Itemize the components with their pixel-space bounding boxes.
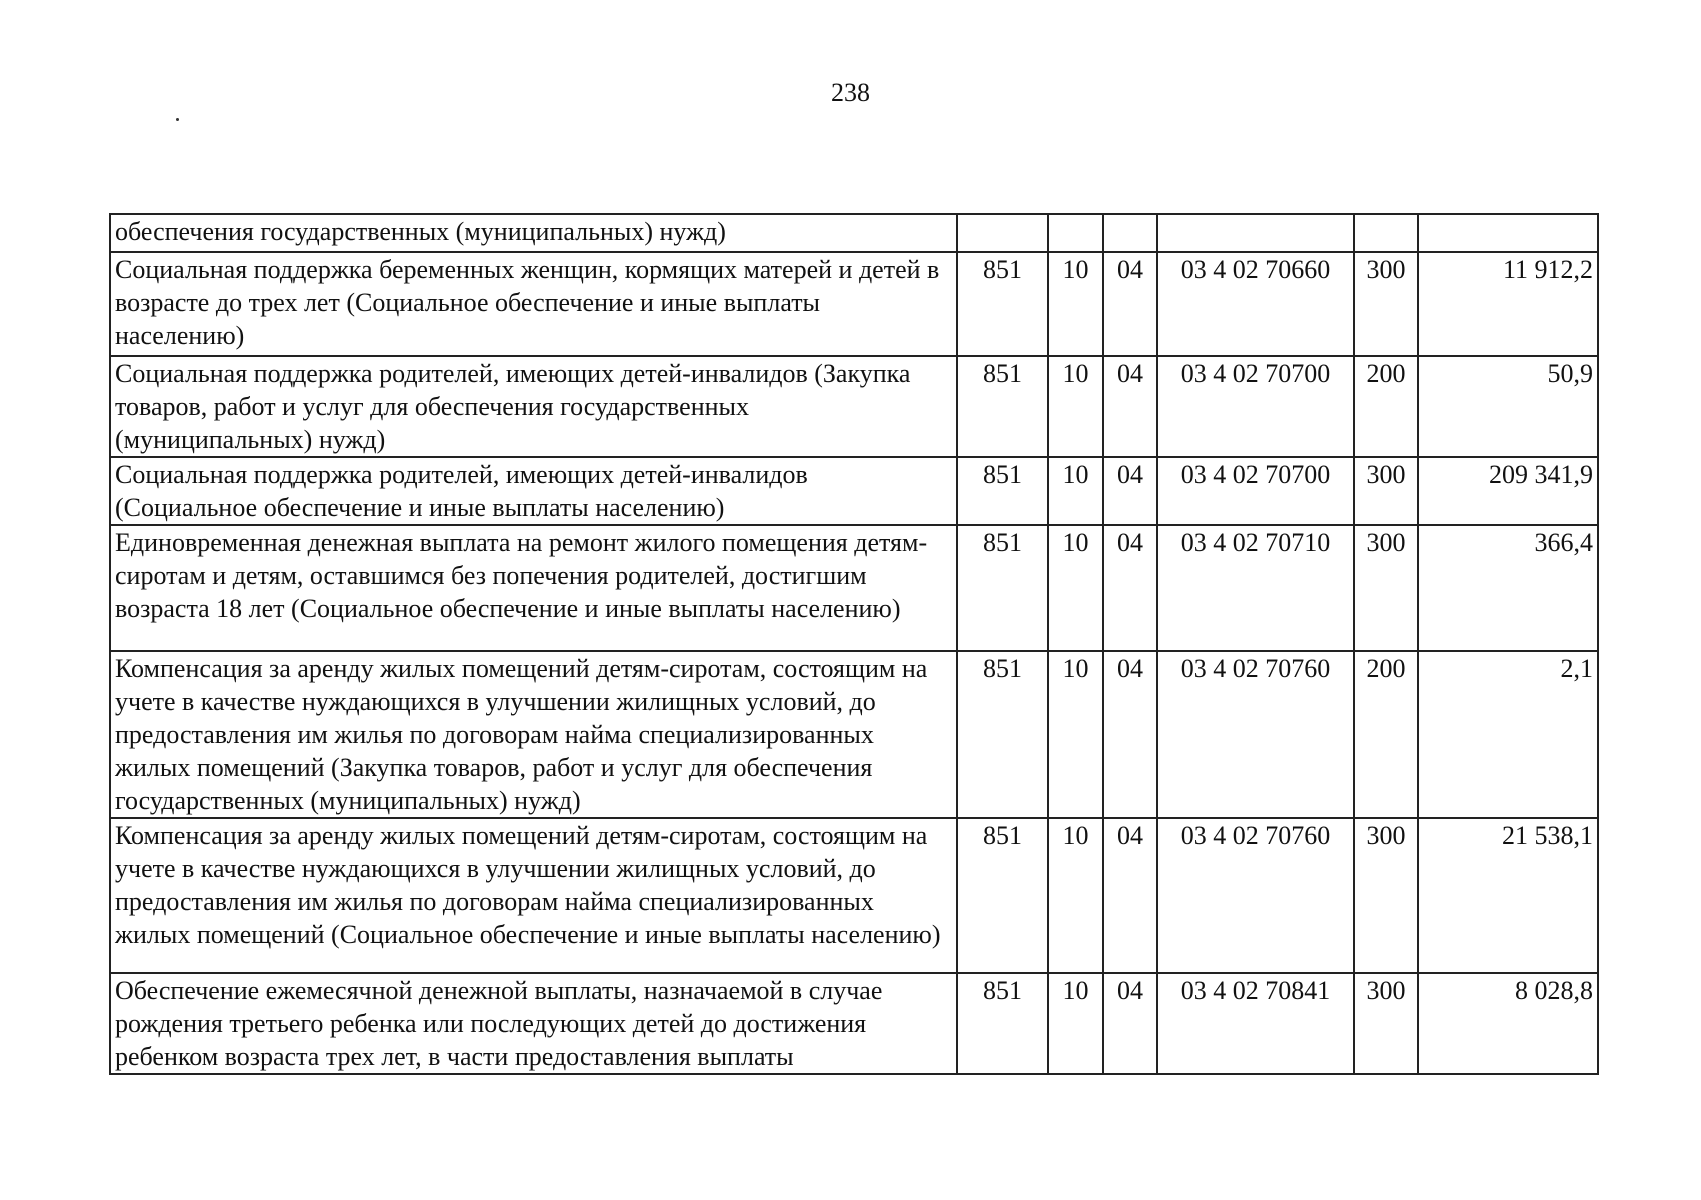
target-article-cell	[1157, 252, 1354, 356]
target-article-cell	[1157, 525, 1354, 651]
target-article-text: 03 4 02 70700	[1180, 359, 1331, 388]
amount-cell	[1418, 214, 1598, 252]
description-cell	[110, 525, 957, 651]
section-text: 10	[1062, 359, 1089, 388]
section-cell	[1048, 525, 1103, 651]
amount-text: 209 341,9	[1489, 460, 1593, 489]
ministry-code-cell	[957, 457, 1048, 525]
amount-text: 50,9	[1547, 359, 1593, 388]
section-text: 10	[1062, 528, 1089, 557]
ministry-code-text: 851	[983, 460, 1022, 489]
target-article-cell	[1157, 356, 1354, 457]
expense-type-text: 200	[1366, 654, 1406, 683]
subsection-text: 04	[1117, 654, 1143, 683]
expense-type-text: 300	[1366, 976, 1406, 1005]
amount-cell	[1418, 457, 1598, 525]
description-cell	[110, 457, 957, 525]
section-cell	[1048, 252, 1103, 356]
table-row	[110, 457, 1598, 525]
target-article-cell	[1157, 457, 1354, 525]
table-row	[110, 252, 1598, 356]
description-text: Обеспечение ежемесячной денежной выплаты, назначаемой в случае рождения третьего ребенка или последующих детей до достижения ребенком возраста трех лет, в части предоставления выплаты	[115, 976, 883, 1071]
subsection-cell	[1103, 252, 1157, 356]
description-cell	[110, 651, 957, 818]
subsection-text: 04	[1117, 528, 1143, 557]
subsection-text: 04	[1117, 976, 1143, 1005]
ministry-code-cell	[957, 252, 1048, 356]
subsection-cell	[1103, 973, 1157, 1074]
table-row	[110, 651, 1598, 818]
amount-cell	[1418, 356, 1598, 457]
ministry-code-text: 851	[983, 528, 1022, 557]
amount-cell	[1418, 818, 1598, 973]
section-text: 10	[1062, 976, 1089, 1005]
description-text: Компенсация за аренду жилых помещений детям-сиротам, состоящим на учете в качестве нуждающихся в улучшении жилищных условий, до предоставления им жилья по договорам найма специализированных жилых помещений (Закупка товаров, работ и услуг для обеспечения государственных (муниципальных) нужд)	[115, 654, 928, 815]
description-cell	[110, 973, 957, 1074]
table-row	[110, 356, 1598, 457]
expense-type-cell	[1354, 525, 1418, 651]
subsection-text: 04	[1117, 359, 1143, 388]
ministry-code-cell	[957, 973, 1048, 1074]
amount-cell	[1418, 651, 1598, 818]
description-cell	[110, 818, 957, 973]
ministry-code-text: 851	[983, 976, 1022, 1005]
expense-type-cell	[1354, 973, 1418, 1074]
target-article-cell	[1157, 818, 1354, 973]
section-cell	[1048, 356, 1103, 457]
description-cell	[110, 252, 957, 356]
section-text: 10	[1062, 654, 1089, 683]
expense-type-cell	[1354, 651, 1418, 818]
description-text: Компенсация за аренду жилых помещений детям-сиротам, состоящим на учете в качестве нуждающихся в улучшении жилищных условий, до предоставления им жилья по договорам найма специализированных жилых помещений (Социальное обеспечение и иные выплаты населению)	[115, 821, 941, 949]
amount-text: 8 028,8	[1515, 976, 1593, 1005]
amount-text: 2,1	[1560, 654, 1593, 683]
ministry-code-cell	[957, 525, 1048, 651]
amount-cell	[1418, 252, 1598, 356]
target-article-text: 03 4 02 70710	[1180, 528, 1331, 557]
expense-type-text: 300	[1366, 821, 1406, 850]
ministry-code-text: 851	[983, 821, 1022, 850]
amount-text: 366,4	[1534, 528, 1593, 557]
ministry-code-text: 851	[983, 359, 1022, 388]
section-cell	[1048, 651, 1103, 818]
expense-type-cell	[1354, 457, 1418, 525]
table-row	[110, 973, 1598, 1074]
budget-table	[109, 213, 1599, 1075]
section-cell	[1048, 973, 1103, 1074]
target-article-text: 03 4 02 70841	[1180, 976, 1331, 1005]
expense-type-cell	[1354, 214, 1418, 252]
section-text: 10	[1062, 821, 1089, 850]
expense-type-text: 200	[1366, 359, 1406, 388]
target-article-text: 03 4 02 70660	[1180, 255, 1331, 284]
description-text: Социальная поддержка беременных женщин, кормящих матерей и детей в возрасте до трех лет (Социальное обеспечение и иные выплаты населению)	[115, 255, 940, 350]
amount-cell	[1418, 525, 1598, 651]
description-text: Социальная поддержка родителей, имеющих детей-инвалидов (Социальное обеспечение и иные выплаты населению)	[115, 460, 808, 522]
amount-text: 21 538,1	[1502, 821, 1593, 850]
subsection-cell	[1103, 651, 1157, 818]
subsection-cell	[1103, 457, 1157, 525]
target-article-cell	[1157, 973, 1354, 1074]
target-article-text: 03 4 02 70760	[1180, 821, 1331, 850]
subsection-text: 04	[1117, 460, 1143, 489]
ministry-code-cell	[957, 651, 1048, 818]
subsection-text: 04	[1117, 255, 1143, 284]
subsection-cell	[1103, 214, 1157, 252]
subsection-cell	[1103, 525, 1157, 651]
subsection-text: 04	[1117, 821, 1143, 850]
expense-type-text: 300	[1366, 528, 1406, 557]
expense-type-cell	[1354, 356, 1418, 457]
expense-type-text: 300	[1366, 255, 1406, 284]
section-text: 10	[1062, 255, 1089, 284]
section-text: 10	[1062, 460, 1089, 489]
amount-cell	[1418, 973, 1598, 1074]
subsection-cell	[1103, 356, 1157, 457]
section-cell	[1048, 214, 1103, 252]
table-row	[110, 818, 1598, 973]
subsection-cell	[1103, 818, 1157, 973]
description-text: обеспечения государственных (муниципальных) нужд)	[115, 217, 726, 246]
ministry-code-cell	[957, 356, 1048, 457]
target-article-text: 03 4 02 70700	[1180, 460, 1331, 489]
section-cell	[1048, 818, 1103, 973]
table-body	[110, 214, 1598, 1074]
ministry-code-cell	[957, 818, 1048, 973]
ministry-code-text: 851	[983, 654, 1022, 683]
amount-text: 11 912,2	[1502, 255, 1593, 284]
table-row	[110, 525, 1598, 651]
scan-speck	[176, 118, 179, 121]
page-number: 238	[831, 78, 870, 107]
ministry-code-cell	[957, 214, 1048, 252]
description-text: Социальная поддержка родителей, имеющих детей-инвалидов (Закупка товаров, работ и услуг для обеспечения государственных (муниципальных) нужд)	[115, 359, 911, 454]
description-cell	[110, 356, 957, 457]
target-article-cell	[1157, 651, 1354, 818]
expense-type-text: 300	[1366, 460, 1406, 489]
ministry-code-text: 851	[983, 255, 1022, 284]
description-cell	[110, 214, 957, 252]
section-cell	[1048, 457, 1103, 525]
expense-type-cell	[1354, 818, 1418, 973]
description-text: Единовременная денежная выплата на ремонт жилого помещения детям-сиротам и детям, оставшимся без попечения родителей, достигшим возраста 18 лет (Социальное обеспечение и иные выплаты населению)	[115, 528, 928, 623]
expense-type-cell	[1354, 252, 1418, 356]
target-article-cell	[1157, 214, 1354, 252]
table-row	[110, 214, 1598, 252]
target-article-text: 03 4 02 70760	[1180, 654, 1331, 683]
